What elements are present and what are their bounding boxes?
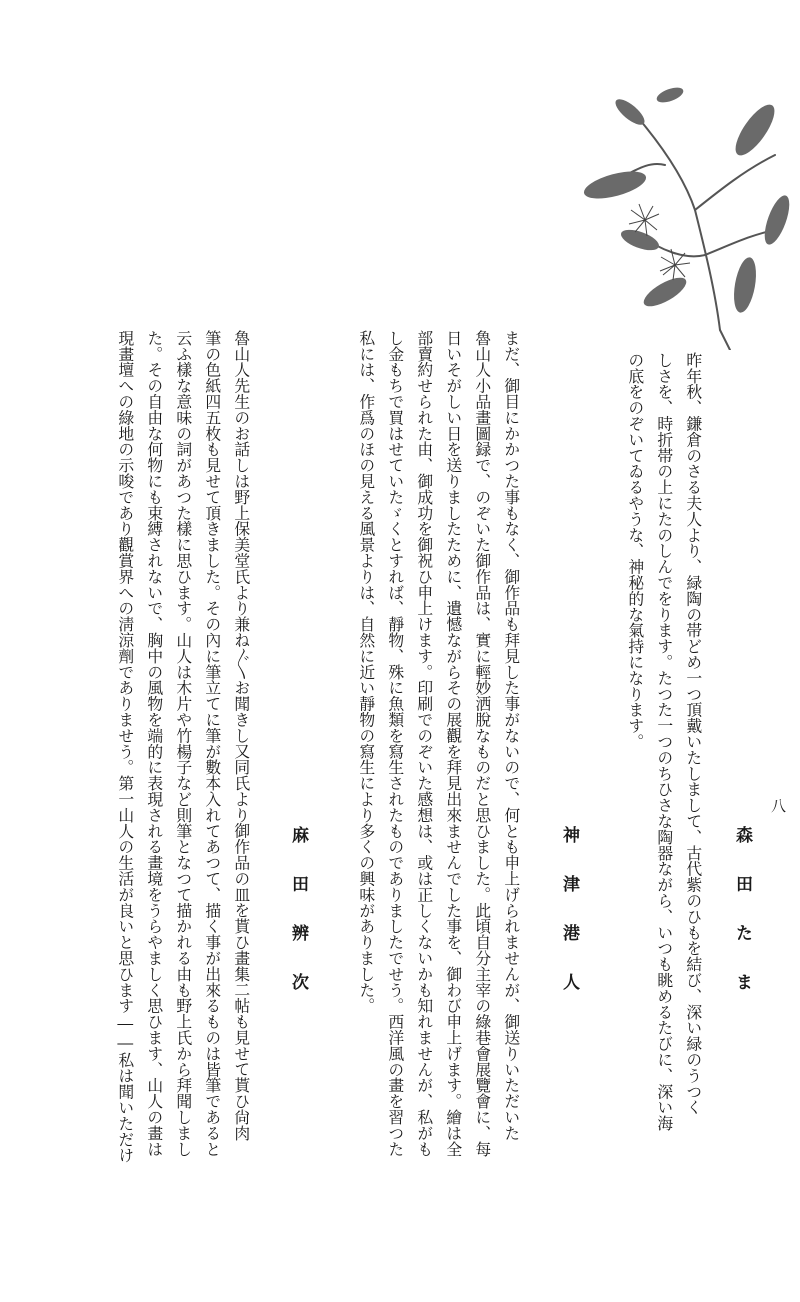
ink-plant-illustration: [545, 60, 800, 350]
text-column: 部賣約せられた由、御成功を御祝ひ申上けます。印刷でのぞいた感想は、或は正しくないかも知れませんが、私がも: [414, 330, 434, 1157]
text-column: しさを、時折帯の上にたのしんでをります。たつた一つのちひさな陶器ながら、いつも眺めるたびに、深い海: [654, 352, 674, 1132]
text-column: まだ、御目にかかつた事もなく、御作品も拜見した事がないので、何とも申上げられませんが、御送りいただいた: [501, 330, 521, 1141]
text-column: 現畫壇への綠地の示唆であり觀賞界への淸涼劑でありませう。第一山人の生活が良いと思ひます――私は聞いただけ: [115, 330, 135, 1164]
text-column: の底をのぞいてゐるやうな、神秘的な氣持になります。: [625, 352, 645, 750]
author-morita: 森田たま: [732, 826, 752, 1022]
text-column: 昨年秋、鎌倉のさる夫人より、緑陶の帯どめ一つ頂戴いたしまして、古代紫のひもを結び、深い緑のうつく: [683, 352, 703, 1116]
text-column: た。その自由な何物にも束縛されないで、胸中の風物を端的に表現される畫境をうらやましく思ひます、山人の畫は: [144, 330, 164, 1157]
author-kozu: 神津港人: [559, 826, 579, 1022]
page-number: 八: [769, 798, 787, 813]
text-column: 魯山人小品畫圖録で、のぞいた御作品は、實に輕妙洒脫なものだと思ひました。此頃自分主宰の綠巷會展覽會に、每: [472, 330, 492, 1157]
text-column: 私には、作爲のほの見える風景よりは、自然に近い靜物の寫生により多くの興味がありました。: [356, 330, 376, 1014]
text-column: 云ふ樣な意味の詞があつた樣に思ひます。山人は木片や竹楊子など則筆となつて描かれる由も野上氏から拜聞しまし: [173, 330, 193, 1157]
text-column: し金もちで買はせていたゞくとすれば、靜物、殊に魚類を寫生されたものでありましたでせう。西洋風の畫を習つた: [385, 330, 405, 1157]
text-column: 日いそがしい日を送りましたために、遺憾ながらその展觀を拜見出來ませんでした事を、御わび申上げます。繪は全: [443, 330, 463, 1157]
author-asada: 麻田辨次: [288, 826, 308, 1022]
text-column: 魯山人先生のお話しは野上保美堂氏より兼ね〴〵お聞きし又同氏より御作品の皿を貰ひ畫集二帖も見せて貰ひ尙肉: [231, 330, 251, 1141]
text-column: 筆の色紙四五枚も見せて頂きました。その內に筆立てに筆が數本入れてあつて、描く事が出來るものは皆筆であると: [202, 330, 222, 1157]
